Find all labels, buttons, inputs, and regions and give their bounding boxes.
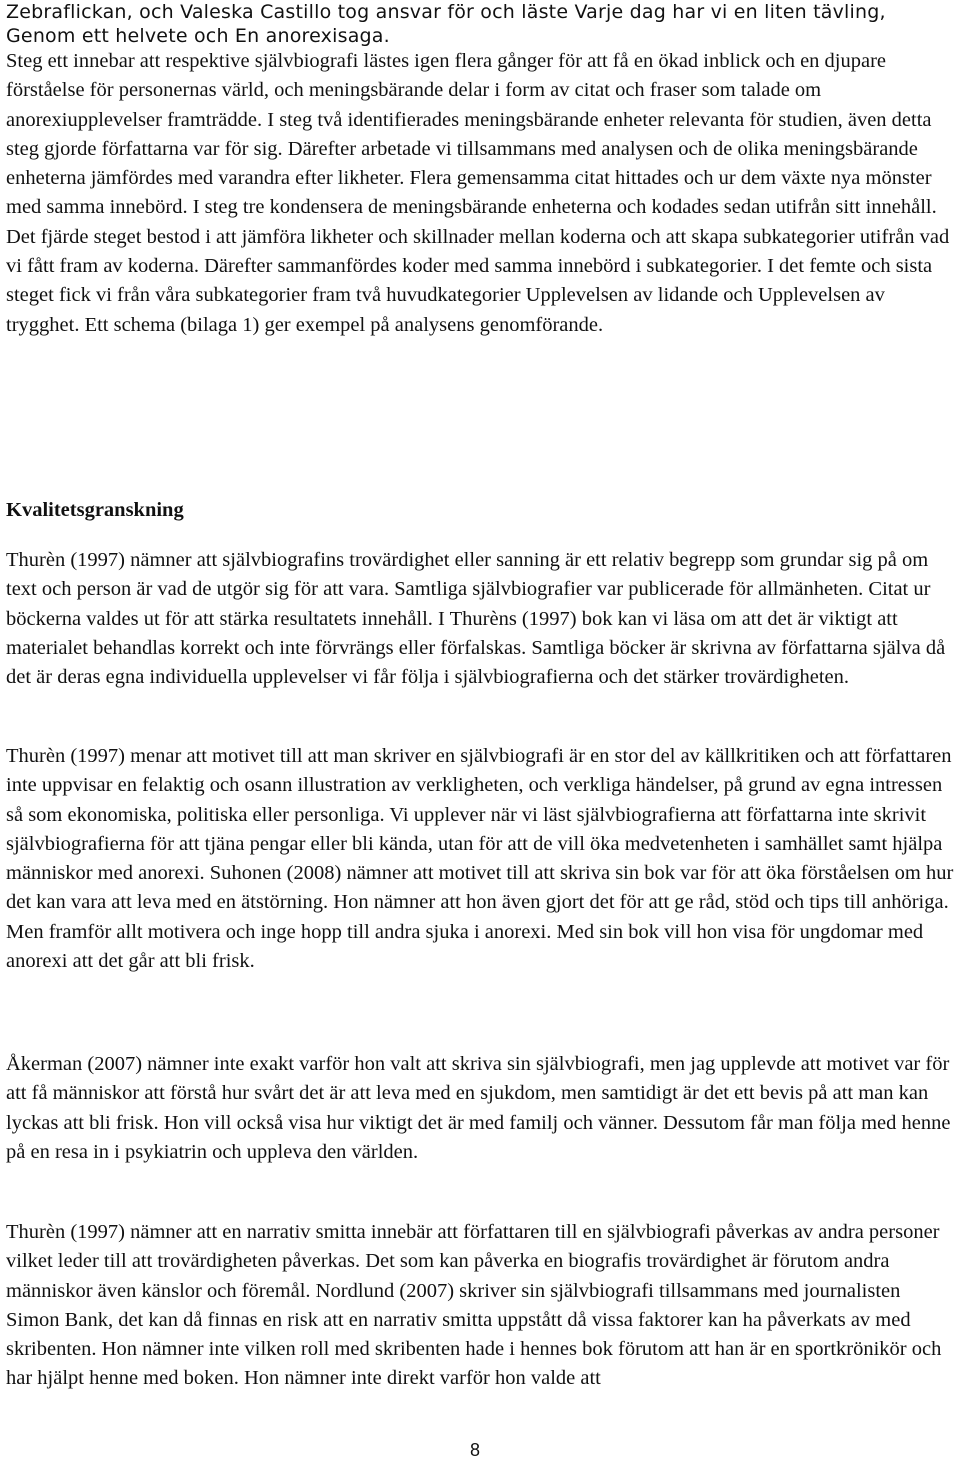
page-number: 8: [470, 1440, 481, 1460]
quality-paragraph-1: Thurèn (1997) nämner att självbiografins trovärdighet eller sanning är ett relativ begrepp som grundar sig på om text och person är vad de utgör sig för att vara. Samtliga självbiografier var publicerade för allmänheten. Citat ur böckerna valdes ut för att stärka resultatets innehåll. I Thurèns (1997) bok kan vi läsa om att det är viktigt att materialet behandlas korrekt och inte förvrängs eller förfalskas. Samtliga böcker är skrivna av författarna själva då det är deras egna individuella upplevelser vi får följa i självbiografierna och det stärker trovärdigheten.: [6, 549, 946, 689]
analysis-paragraph: Steg ett innebar att respektive självbiografi lästes igen flera gånger för att få en ökad inblick och en djupare förståelse för personernas värld, och meningsbärande delar i form av citat och fraser som talade om anorexiupplevelser framträdde. I steg två identifierades meningsbärande enheter relevanta för studien, även detta steg gjorde författarna var för sig. Därefter arbetade vi tillsammans med analysen och de olika meningsbärande enheterna jämfördes med varandra efter likheter. Flera gemensamma citat hittades och ur dem växte nya mönster med samma innebörd. I steg tre kondensera de meningsbärande enheterna och kodades sedan utifrån sitt innehåll. Det fjärde steget bestod i att jämföra likheter och skillnader mellan koderna och att skapa subkategorier utifrån vad vi fått fram av koderna. Därefter sammanfördes koder med samma innebörd i subkategorier. I det femte och sista steget fick vi från våra subkategorier fram två huvudkategorier Upplevelsen av lidande och Upplevelsen av trygghet. Ett schema (bilaga 1) ger exempel på analysens genomförande.: [6, 50, 950, 336]
section-heading: Kvalitetsgranskning: [6, 499, 184, 521]
quality-paragraph-3: Åkerman (2007) nämner inte exakt varför hon valt att skriva sin självbiografi, men jag upplevde att motivet var för att få människor att förstå hur svårt det är att leva med en sjukdom, men samtidigt är det ett bevis på att man kan lyckas att bli frisk. Hon vill också visa hur viktigt det är med familj och vänner. Dessutom får man följa med henne på en resa in i psykiatrin och uppleva den världen.: [6, 1053, 951, 1163]
intro-paragraph: Zebraflickan, och Valeska Castillo tog ansvar för och läste Varje dag har vi en liten tävling, Genom ett helvete och En anorexisaga.: [6, 1, 886, 47]
quality-paragraph-2: Thurèn (1997) menar att motivet till att man skriver en självbiografi är en stor del av källkritiken och att författaren inte uppvisar en felaktig och osann illustration av verkligheten, och verkliga händelser, på grund av egna intressen så som ekonomiska, politiska eller personliga. Vi upplever när vi läst självbiografierna att författarna inte skrivit självbiografierna för att tjäna pengar eller bli kända, utan för att de vill öka medvetenheten i samhället samt hjälpa människor med anorexi. Suhonen (2008) nämner att motivet till att skriva sin bok var för att öka förståelsen om hur det kan vara att leva med en ätstörning. Hon nämner att hon även gjort det för att ge råd, stöd och tips till anhöriga. Men framför allt motivera och inge hopp till andra sjuka i anorexi. Med sin bok vill hon visa för ungdomar med anorexi att det går att bli frisk.: [6, 745, 954, 973]
quality-paragraph-4: Thurèn (1997) nämner att en narrativ smitta innebär att författaren till en självbiografi påverkas av andra personer vilket leder till att trovärdigheten påverkas. Det som kan påverka en biografis trovärdighet är förutom andra människor även känslor och föremål. Nordlund (2007) skriver sin självbiografi tillsammans med journalisten Simon Bank, det kan då finnas en risk att en narrativ smitta uppstått då vissa faktorer kan ha påverkats av med skribenten. Hon nämner inte vilken roll med skribenten hade i hennes bok förutom att han är en sportkrönikör och har hjälpt henne med boken. Hon nämner inte direkt varför hon valde att: [6, 1221, 942, 1390]
